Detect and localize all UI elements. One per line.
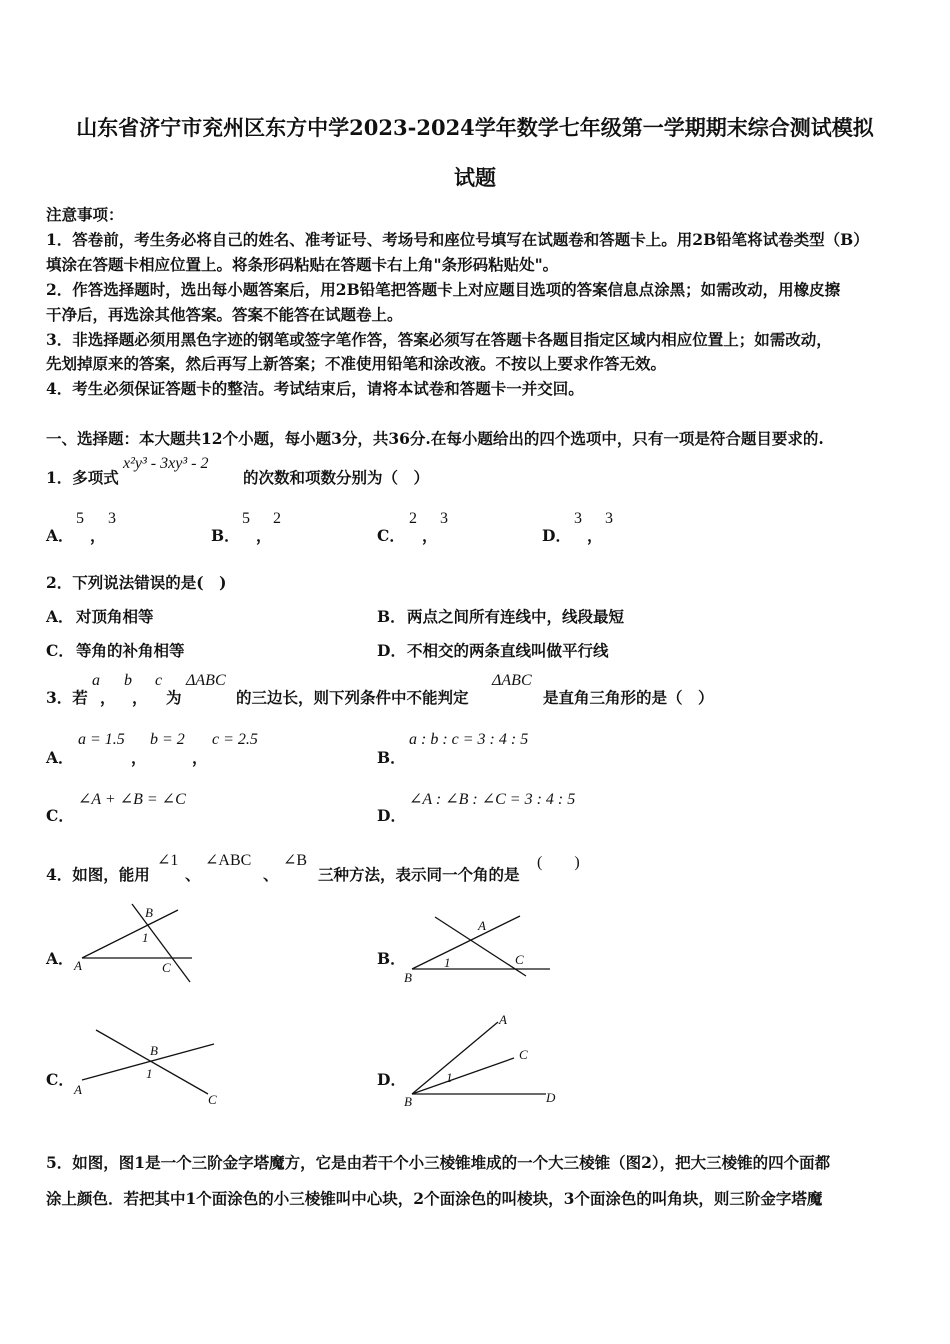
line-bc [96, 1030, 208, 1094]
q3-optA-part: c = 2.5 [212, 731, 258, 748]
q1-prefix: 1．多项式 [46, 468, 119, 487]
comma: ， [422, 526, 438, 545]
q3-triangle: ΔABC [186, 672, 226, 689]
q4-sep: 、 [263, 865, 279, 884]
label-b: B [404, 1094, 412, 1108]
label-c: C [515, 952, 524, 967]
q4-angle-1: ∠1 [157, 852, 179, 869]
q2-option-label: D． [377, 641, 406, 660]
label-b: B [145, 905, 153, 920]
q1-option-value: 2 [409, 510, 417, 527]
q4-option-label: C． [46, 1070, 74, 1089]
notice-line: 干净后，再选涂其他答案。答案不能答在试题卷上。 [46, 305, 403, 324]
q4-angle-abc: ∠ABC [205, 852, 252, 869]
q4-option-label: D． [377, 1070, 406, 1089]
q3-suffix: 是直角三角形的是（ ） [543, 688, 714, 707]
comma: ， [256, 526, 272, 545]
line-ab [82, 910, 178, 958]
q5-line: 涂上颜色．若把其中1个面涂色的小三棱锥叫中心块，2个面涂色的叫棱块，3个面涂色的叫角块，则三阶金字塔魔 [46, 1189, 823, 1208]
label-a: A [74, 958, 82, 973]
label-c: C [162, 960, 171, 975]
comma: ， [132, 688, 148, 707]
q1-option-value: 3 [108, 510, 116, 527]
q3-optA-part: b = 2 [150, 731, 185, 748]
q2-option-label: B． [377, 607, 406, 626]
label-a: A [74, 1082, 82, 1097]
q4-figure-b [398, 910, 558, 990]
q3-option-label: D． [377, 806, 406, 825]
q2-option-text: 对顶角相等 [76, 607, 154, 626]
notice-line: 4．考生必须保证答题卡的整洁。考试结束后，请将本试卷和答题卡一并交回。 [46, 379, 584, 398]
label-d: D [546, 1090, 556, 1105]
q1-option-value: 2 [273, 510, 281, 527]
q3-prefix: 3．若 [46, 688, 88, 707]
q3-option-label: A． [46, 748, 74, 767]
line-bc [132, 904, 190, 982]
q1-option-label: C． [377, 526, 405, 545]
label-a: A [478, 918, 486, 933]
notice-line: 先划掉原来的答案，然后再写上新答案；不准使用铅笔和涂改液。不按以上要求作答无效。 [46, 354, 667, 373]
comma: ， [587, 526, 603, 545]
q1-expression: x²y³ - 3xy³ - 2 [123, 455, 209, 472]
q2-option-label: C． [46, 641, 74, 660]
label-c: C [519, 1047, 528, 1062]
q1-option-label: A． [46, 526, 74, 545]
q1-option-value: 3 [605, 510, 613, 527]
label-1: 1 [142, 930, 149, 945]
q1-suffix: 的次数和项数分别为（ ） [243, 468, 430, 487]
q3-var-c: c [155, 672, 163, 689]
q2-option-text: 两点之间所有连线中，线段最短 [407, 607, 625, 626]
notice-heading: 注意事项： [46, 205, 124, 224]
label-a: A [499, 1012, 507, 1027]
q4-angle-b: ∠B [283, 852, 308, 869]
q4-figure-a [70, 900, 205, 985]
q1-option-value: 3 [574, 510, 582, 527]
q3-optB-expr: a : b : c = 3 : 4 : 5 [409, 731, 529, 748]
q1-option-label: D． [542, 526, 571, 545]
line-ba [412, 1022, 498, 1094]
q4-option-label: B． [377, 949, 406, 968]
page-title-cont: 试题 [454, 165, 496, 190]
q3-triangle: ΔABC [492, 672, 532, 689]
q3-option-label: C． [46, 806, 74, 825]
notice-line: 1．答卷前，考生务必将自己的姓名、准考证号、考场号和座位号填写在试题卷和答题卡上。用2B铅笔将试卷类型（B） [46, 230, 869, 249]
section-heading: 一、选择题：本大题共12个小题，每小题3分，共36分.在每小题给出的四个选项中，只有一项是符合题目要求的. [46, 429, 824, 448]
page-title: 山东省济宁市兖州区东方中学2023-2024学年数学七年级第一学期期末综合测试模拟 [76, 115, 874, 140]
q5-line: 5．如图，图1是一个三阶金字塔魔方，它是由若干个小三棱锥堆成的一个大三棱锥（图2），把大三棱锥的四个面都 [46, 1153, 831, 1172]
notice-line: 2．作答选择题时，选出每小题答案后，用2B铅笔把答题卡上对应题目选项的答案信息点涂黑；如需改动，用橡皮擦 [46, 280, 841, 299]
q4-figure-c [68, 1020, 228, 1112]
q2-option-text: 不相交的两条直线叫做平行线 [407, 641, 609, 660]
comma: ， [90, 526, 106, 545]
comma: ， [192, 748, 208, 767]
q3-var-b: b [124, 672, 132, 689]
q4-answer-paren: ( ) [537, 854, 580, 871]
q1-option-value: 5 [76, 510, 84, 527]
q1-option-label: B． [211, 526, 240, 545]
q2-stem: 2．下列说法错误的是( ) [46, 573, 227, 592]
q3-var-a: a [92, 672, 100, 689]
q2-option-text: 等角的补角相等 [76, 641, 185, 660]
comma: ， [131, 748, 147, 767]
line-bc [412, 1058, 514, 1094]
label-c: C [208, 1092, 217, 1107]
label-1: 1 [146, 1066, 153, 1081]
q4-figure-d [398, 1008, 568, 1108]
label-1: 1 [444, 955, 451, 970]
q3-option-label: B． [377, 748, 406, 767]
q3-optA-part: a = 1.5 [78, 731, 125, 748]
q1-option-value: 5 [242, 510, 250, 527]
comma: ， [100, 688, 116, 707]
q4-prefix: 4．如图，能用 [46, 865, 150, 884]
label-b: B [404, 970, 412, 985]
q1-option-value: 3 [440, 510, 448, 527]
q3-mid: 的三边长，则下列条件中不能判定 [236, 688, 469, 707]
q3-wei: 为 [166, 688, 182, 707]
notice-line: 填涂在答题卡相应位置上。将条形码粘贴在答题卡右上角"条形码粘贴处"。 [46, 255, 559, 274]
q2-option-label: A． [46, 607, 74, 626]
q3-optD-expr: ∠A : ∠B : ∠C = 3 : 4 : 5 [409, 791, 576, 808]
notice-line: 3．非选择题必须用黑色字迹的钢笔或签字笔作答，答案必须写在答题卡各题目指定区域内相应位置上；如需改动， [46, 330, 832, 349]
q3-optC-expr: ∠A + ∠B = ∠C [78, 791, 186, 808]
q4-sep: 、 [185, 865, 201, 884]
q4-suffix: 三种方法，表示同一个角的是 [318, 865, 520, 884]
label-b: B [150, 1043, 158, 1058]
q4-option-label: A． [46, 949, 74, 968]
label-1: 1 [446, 1070, 453, 1085]
